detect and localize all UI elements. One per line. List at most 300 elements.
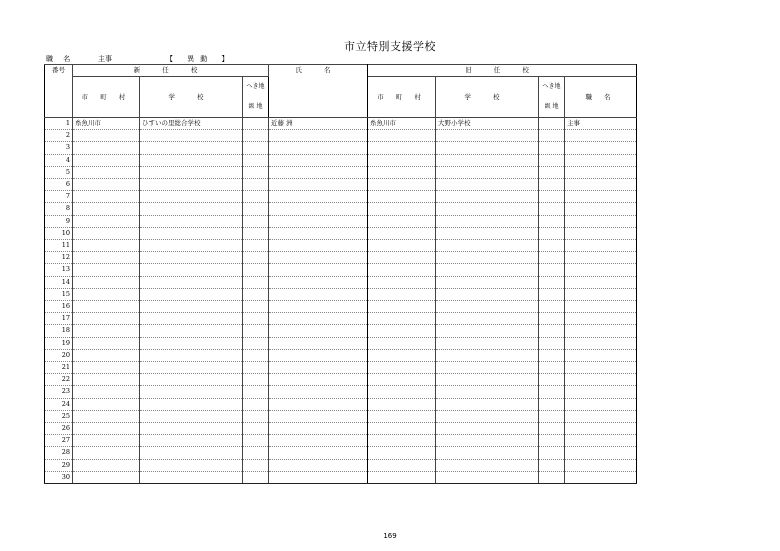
header-name: 氏 名 bbox=[269, 65, 368, 118]
position-cell bbox=[565, 410, 637, 422]
new-city-cell bbox=[73, 374, 140, 386]
old-remote-cell bbox=[539, 362, 565, 374]
new-remote-cell bbox=[243, 386, 269, 398]
row-number: 1 bbox=[45, 118, 73, 130]
table-row bbox=[45, 349, 637, 361]
new-city-cell bbox=[73, 459, 140, 471]
position-cell: 主事 bbox=[565, 118, 637, 130]
position-cell bbox=[565, 325, 637, 337]
old-remote-cell bbox=[539, 166, 565, 178]
old-remote-cell bbox=[539, 252, 565, 264]
row-number: 29 bbox=[45, 459, 73, 471]
new-remote-cell bbox=[243, 203, 269, 215]
header-old-remote bbox=[539, 77, 565, 118]
new-school-cell bbox=[140, 203, 243, 215]
name-cell bbox=[269, 301, 368, 313]
new-remote-cell bbox=[243, 435, 269, 447]
new-school-cell bbox=[140, 447, 243, 459]
old-remote-cell bbox=[539, 288, 565, 300]
old-city-cell bbox=[368, 288, 436, 300]
row-number: 12 bbox=[45, 252, 73, 264]
table-row bbox=[45, 142, 637, 154]
new-city-cell bbox=[73, 325, 140, 337]
row-number: 4 bbox=[45, 154, 73, 166]
table-row bbox=[45, 386, 637, 398]
new-school-cell bbox=[140, 374, 243, 386]
row-number: 14 bbox=[45, 276, 73, 288]
header-new-school: 学 校 bbox=[140, 77, 243, 118]
position-cell bbox=[565, 154, 637, 166]
old-city-cell bbox=[368, 276, 436, 288]
old-school-cell bbox=[436, 374, 539, 386]
old-remote-cell bbox=[539, 459, 565, 471]
row-number: 21 bbox=[45, 362, 73, 374]
new-school-cell bbox=[140, 227, 243, 239]
header-new-remote bbox=[243, 77, 269, 118]
old-city-cell bbox=[368, 398, 436, 410]
old-remote-cell bbox=[539, 447, 565, 459]
position-cell bbox=[565, 215, 637, 227]
new-school-cell bbox=[140, 459, 243, 471]
old-school-cell bbox=[436, 154, 539, 166]
table-row bbox=[45, 447, 637, 459]
position-cell bbox=[565, 435, 637, 447]
old-remote-cell bbox=[539, 471, 565, 483]
old-school-cell bbox=[436, 386, 539, 398]
new-remote-cell bbox=[243, 215, 269, 227]
old-school-cell bbox=[436, 288, 539, 300]
row-number: 28 bbox=[45, 447, 73, 459]
name-cell bbox=[269, 435, 368, 447]
new-city-cell bbox=[73, 435, 140, 447]
new-school-cell bbox=[140, 179, 243, 191]
name-cell bbox=[269, 142, 368, 154]
old-school-cell bbox=[436, 215, 539, 227]
new-remote-cell bbox=[243, 362, 269, 374]
old-school-cell bbox=[436, 410, 539, 422]
old-school-cell bbox=[436, 349, 539, 361]
name-cell bbox=[269, 166, 368, 178]
old-school-cell bbox=[436, 203, 539, 215]
position-cell bbox=[565, 349, 637, 361]
new-remote-cell bbox=[243, 252, 269, 264]
table-row bbox=[45, 362, 637, 374]
old-school-cell bbox=[436, 191, 539, 203]
position-cell bbox=[565, 276, 637, 288]
old-city-cell bbox=[368, 386, 436, 398]
new-remote-cell bbox=[243, 423, 269, 435]
new-school-cell bbox=[140, 166, 243, 178]
old-city-cell bbox=[368, 166, 436, 178]
table-row bbox=[45, 227, 637, 239]
table-row bbox=[45, 191, 637, 203]
old-remote-cell bbox=[539, 374, 565, 386]
name-cell bbox=[269, 471, 368, 483]
old-remote-cell bbox=[539, 313, 565, 325]
position-cell bbox=[565, 191, 637, 203]
old-remote-cell bbox=[539, 337, 565, 349]
old-city-cell bbox=[368, 191, 436, 203]
new-remote-cell bbox=[243, 337, 269, 349]
old-remote-cell bbox=[539, 215, 565, 227]
name-cell bbox=[269, 423, 368, 435]
old-remote-cell bbox=[539, 264, 565, 276]
meta-row bbox=[46, 54, 636, 64]
table-row bbox=[45, 252, 637, 264]
old-school-cell bbox=[436, 362, 539, 374]
new-city-cell bbox=[73, 215, 140, 227]
old-city-cell: 糸魚川市 bbox=[368, 118, 436, 130]
table-row bbox=[45, 301, 637, 313]
new-city-cell bbox=[73, 142, 140, 154]
new-city-cell bbox=[73, 240, 140, 252]
table-row bbox=[45, 154, 637, 166]
table-row bbox=[45, 276, 637, 288]
row-number: 17 bbox=[45, 313, 73, 325]
old-school-cell bbox=[436, 227, 539, 239]
name-cell bbox=[269, 191, 368, 203]
old-city-cell bbox=[368, 252, 436, 264]
position-cell bbox=[565, 179, 637, 191]
new-school-cell bbox=[140, 398, 243, 410]
name-cell bbox=[269, 264, 368, 276]
name-cell: 近藤 洲 bbox=[269, 118, 368, 130]
header-new-city: 市 町 村 bbox=[73, 77, 140, 118]
position-cell bbox=[565, 240, 637, 252]
new-school-cell bbox=[140, 471, 243, 483]
name-cell bbox=[269, 349, 368, 361]
name-cell bbox=[269, 252, 368, 264]
old-remote-cell bbox=[539, 142, 565, 154]
new-remote-cell bbox=[243, 264, 269, 276]
old-school-cell bbox=[436, 166, 539, 178]
header-old-post: 旧 任 校 bbox=[368, 65, 637, 77]
position-cell bbox=[565, 447, 637, 459]
new-remote-cell bbox=[243, 374, 269, 386]
old-city-cell bbox=[368, 374, 436, 386]
new-city-cell bbox=[73, 301, 140, 313]
position-cell bbox=[565, 386, 637, 398]
new-remote-cell bbox=[243, 191, 269, 203]
personnel-table bbox=[44, 64, 637, 484]
row-number: 10 bbox=[45, 227, 73, 239]
old-remote-cell bbox=[539, 386, 565, 398]
name-cell bbox=[269, 362, 368, 374]
name-cell bbox=[269, 130, 368, 142]
position-cell bbox=[565, 288, 637, 300]
row-number: 19 bbox=[45, 337, 73, 349]
remote-label-2: 級 地 bbox=[544, 103, 559, 110]
header-new-post: 新 任 校 bbox=[73, 65, 269, 77]
remote-label-2: 級 地 bbox=[248, 103, 263, 110]
document-title: 市立特別支援学校 bbox=[344, 40, 436, 53]
name-cell bbox=[269, 447, 368, 459]
new-remote-cell bbox=[243, 288, 269, 300]
old-school-cell bbox=[436, 471, 539, 483]
old-city-cell bbox=[368, 325, 436, 337]
row-number: 18 bbox=[45, 325, 73, 337]
new-school-cell bbox=[140, 410, 243, 422]
new-city-cell bbox=[73, 179, 140, 191]
name-cell bbox=[269, 179, 368, 191]
row-number: 15 bbox=[45, 288, 73, 300]
table-row bbox=[45, 471, 637, 483]
position-cell bbox=[565, 130, 637, 142]
name-cell bbox=[269, 215, 368, 227]
name-cell bbox=[269, 227, 368, 239]
old-school-cell bbox=[436, 240, 539, 252]
name-cell bbox=[269, 240, 368, 252]
new-school-cell bbox=[140, 301, 243, 313]
old-remote-cell bbox=[539, 227, 565, 239]
position-cell bbox=[565, 203, 637, 215]
new-remote-cell bbox=[243, 459, 269, 471]
name-cell bbox=[269, 325, 368, 337]
name-cell bbox=[269, 154, 368, 166]
new-city-cell bbox=[73, 264, 140, 276]
row-number: 2 bbox=[45, 130, 73, 142]
position-cell bbox=[565, 459, 637, 471]
row-number: 16 bbox=[45, 301, 73, 313]
old-remote-cell bbox=[539, 301, 565, 313]
old-remote-cell bbox=[539, 325, 565, 337]
new-school-cell bbox=[140, 386, 243, 398]
old-remote-cell bbox=[539, 435, 565, 447]
table-row bbox=[45, 459, 637, 471]
row-number: 23 bbox=[45, 386, 73, 398]
new-school-cell bbox=[140, 276, 243, 288]
old-school-cell bbox=[436, 459, 539, 471]
table-row bbox=[45, 215, 637, 227]
new-school-cell bbox=[140, 313, 243, 325]
new-school-cell bbox=[140, 130, 243, 142]
old-city-cell bbox=[368, 362, 436, 374]
new-remote-cell bbox=[243, 313, 269, 325]
old-remote-cell bbox=[539, 130, 565, 142]
position-cell bbox=[565, 166, 637, 178]
new-remote-cell bbox=[243, 301, 269, 313]
new-city-cell bbox=[73, 386, 140, 398]
old-city-cell bbox=[368, 349, 436, 361]
new-city-cell bbox=[73, 337, 140, 349]
name-cell bbox=[269, 386, 368, 398]
new-remote-cell bbox=[243, 447, 269, 459]
old-remote-cell bbox=[539, 118, 565, 130]
old-school-cell bbox=[436, 179, 539, 191]
table-row bbox=[45, 166, 637, 178]
new-school-cell bbox=[140, 252, 243, 264]
row-number: 24 bbox=[45, 398, 73, 410]
position-cell bbox=[565, 142, 637, 154]
new-school-cell: ひすいの里総合学校 bbox=[140, 118, 243, 130]
table-row bbox=[45, 130, 637, 142]
old-remote-cell bbox=[539, 154, 565, 166]
new-school-cell bbox=[140, 215, 243, 227]
table-row bbox=[45, 325, 637, 337]
new-city-cell bbox=[73, 191, 140, 203]
position-cell bbox=[565, 227, 637, 239]
position-cell bbox=[565, 264, 637, 276]
table-row bbox=[45, 288, 637, 300]
header-number: 番号 bbox=[45, 65, 73, 118]
old-school-cell bbox=[436, 398, 539, 410]
page-number: 169 bbox=[383, 532, 397, 540]
name-cell bbox=[269, 398, 368, 410]
old-school-cell bbox=[436, 142, 539, 154]
position-cell bbox=[565, 252, 637, 264]
new-city-cell bbox=[73, 203, 140, 215]
old-school-cell bbox=[436, 325, 539, 337]
table-row bbox=[45, 435, 637, 447]
new-remote-cell bbox=[243, 179, 269, 191]
table-row bbox=[45, 410, 637, 422]
position-cell bbox=[565, 398, 637, 410]
position-cell bbox=[565, 301, 637, 313]
position-cell bbox=[565, 313, 637, 325]
row-number: 27 bbox=[45, 435, 73, 447]
new-city-cell bbox=[73, 252, 140, 264]
new-city-cell bbox=[73, 398, 140, 410]
position-cell bbox=[565, 362, 637, 374]
old-city-cell bbox=[368, 203, 436, 215]
new-school-cell bbox=[140, 435, 243, 447]
position-label: 職 名 bbox=[46, 55, 75, 63]
old-remote-cell bbox=[539, 179, 565, 191]
old-city-cell bbox=[368, 423, 436, 435]
old-city-cell bbox=[368, 435, 436, 447]
old-remote-cell bbox=[539, 191, 565, 203]
position-cell bbox=[565, 471, 637, 483]
header-old-school: 学 校 bbox=[436, 77, 539, 118]
old-city-cell bbox=[368, 459, 436, 471]
new-remote-cell bbox=[243, 166, 269, 178]
old-remote-cell bbox=[539, 349, 565, 361]
row-number: 26 bbox=[45, 423, 73, 435]
new-city-cell bbox=[73, 423, 140, 435]
table-row bbox=[45, 423, 637, 435]
table-body bbox=[45, 118, 637, 484]
new-school-cell bbox=[140, 191, 243, 203]
old-school-cell bbox=[436, 435, 539, 447]
new-city-cell bbox=[73, 362, 140, 374]
header-old-city: 市 町 村 bbox=[368, 77, 436, 118]
table-row bbox=[45, 179, 637, 191]
new-city-cell bbox=[73, 349, 140, 361]
position-value: 主事 bbox=[98, 55, 112, 63]
new-city-cell bbox=[73, 447, 140, 459]
row-number: 6 bbox=[45, 179, 73, 191]
new-city-cell bbox=[73, 276, 140, 288]
row-number: 11 bbox=[45, 240, 73, 252]
new-remote-cell bbox=[243, 349, 269, 361]
new-city-cell bbox=[73, 227, 140, 239]
position-cell bbox=[565, 423, 637, 435]
old-school-cell bbox=[436, 252, 539, 264]
old-school-cell bbox=[436, 130, 539, 142]
new-city-cell bbox=[73, 154, 140, 166]
old-city-cell bbox=[368, 227, 436, 239]
row-number: 5 bbox=[45, 166, 73, 178]
new-remote-cell bbox=[243, 325, 269, 337]
remote-label-1: へき地 bbox=[542, 83, 561, 90]
old-school-cell bbox=[436, 337, 539, 349]
new-city-cell bbox=[73, 288, 140, 300]
old-remote-cell bbox=[539, 398, 565, 410]
new-school-cell bbox=[140, 325, 243, 337]
old-school-cell bbox=[436, 301, 539, 313]
move-type: 【 異動 】 bbox=[166, 55, 235, 63]
new-school-cell bbox=[140, 154, 243, 166]
old-remote-cell bbox=[539, 410, 565, 422]
old-remote-cell bbox=[539, 240, 565, 252]
table-row bbox=[45, 313, 637, 325]
name-cell bbox=[269, 337, 368, 349]
new-school-cell bbox=[140, 240, 243, 252]
table-row bbox=[45, 337, 637, 349]
new-city-cell bbox=[73, 130, 140, 142]
new-remote-cell bbox=[243, 227, 269, 239]
old-remote-cell bbox=[539, 203, 565, 215]
table-row bbox=[45, 240, 637, 252]
old-city-cell bbox=[368, 154, 436, 166]
old-remote-cell bbox=[539, 276, 565, 288]
header-position: 職 名 bbox=[565, 77, 637, 118]
row-number: 3 bbox=[45, 142, 73, 154]
new-remote-cell bbox=[243, 398, 269, 410]
name-cell bbox=[269, 313, 368, 325]
name-cell bbox=[269, 410, 368, 422]
new-remote-cell bbox=[243, 118, 269, 130]
row-number: 30 bbox=[45, 471, 73, 483]
new-school-cell bbox=[140, 349, 243, 361]
name-cell bbox=[269, 203, 368, 215]
old-school-cell: 大野小学校 bbox=[436, 118, 539, 130]
row-number: 25 bbox=[45, 410, 73, 422]
old-city-cell bbox=[368, 337, 436, 349]
new-city-cell bbox=[73, 313, 140, 325]
old-city-cell bbox=[368, 179, 436, 191]
old-school-cell bbox=[436, 276, 539, 288]
old-city-cell bbox=[368, 471, 436, 483]
name-cell bbox=[269, 374, 368, 386]
new-school-cell bbox=[140, 362, 243, 374]
old-remote-cell bbox=[539, 423, 565, 435]
new-city-cell bbox=[73, 410, 140, 422]
old-school-cell bbox=[436, 447, 539, 459]
old-school-cell bbox=[436, 264, 539, 276]
new-city-cell: 糸魚川市 bbox=[73, 118, 140, 130]
old-city-cell bbox=[368, 130, 436, 142]
row-number: 9 bbox=[45, 215, 73, 227]
old-city-cell bbox=[368, 142, 436, 154]
new-remote-cell bbox=[243, 154, 269, 166]
new-remote-cell bbox=[243, 130, 269, 142]
position-cell bbox=[565, 337, 637, 349]
old-school-cell bbox=[436, 313, 539, 325]
row-number: 22 bbox=[45, 374, 73, 386]
table-row bbox=[45, 203, 637, 215]
old-school-cell bbox=[436, 423, 539, 435]
old-city-cell bbox=[368, 215, 436, 227]
new-school-cell bbox=[140, 423, 243, 435]
name-cell bbox=[269, 276, 368, 288]
row-number: 8 bbox=[45, 203, 73, 215]
table-row bbox=[45, 374, 637, 386]
name-cell bbox=[269, 288, 368, 300]
new-school-cell bbox=[140, 264, 243, 276]
position-cell bbox=[565, 374, 637, 386]
old-city-cell bbox=[368, 301, 436, 313]
